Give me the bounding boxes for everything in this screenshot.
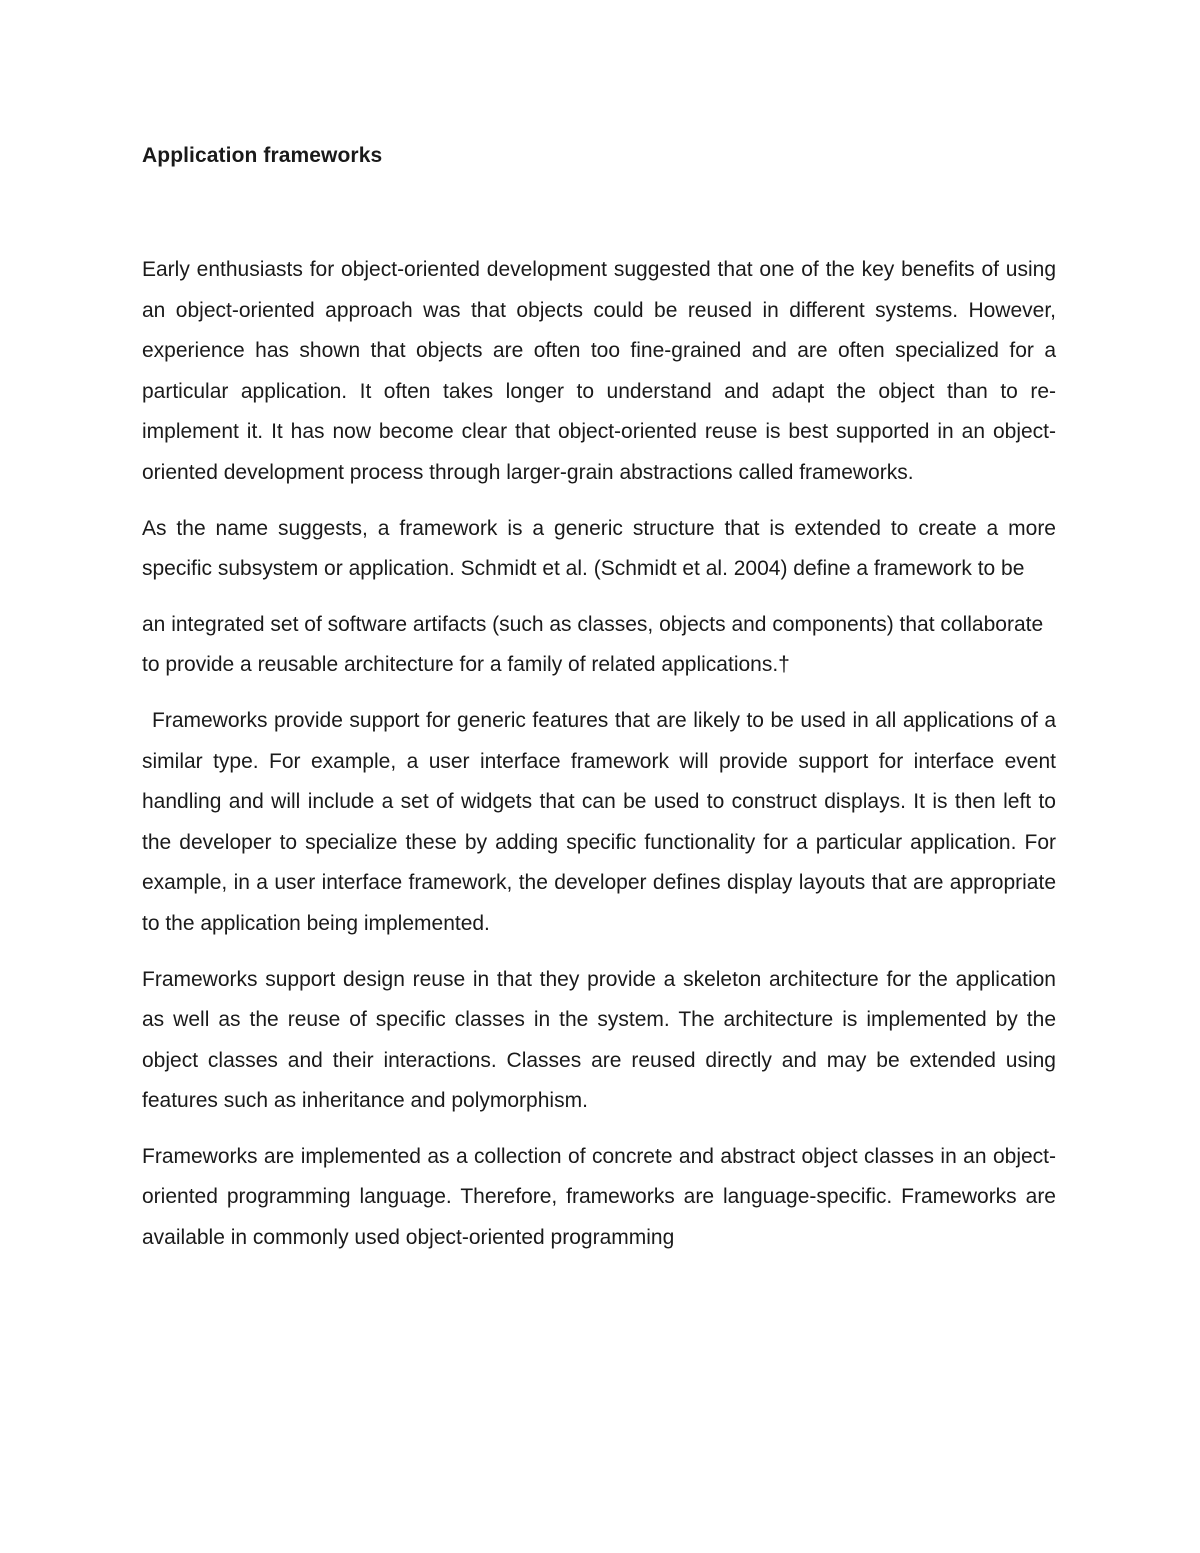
paragraph-intro: Early enthusiasts for object-oriented development suggested that one of the key benefits of using an object-oriented approach was that objects could be reused in different systems. However, experience has shown that objects are often too fine-grained and are often specialized for a particular application. It often takes longer to understand and adapt the object than to re-implement it. It has now become clear that object-oriented reuse is best supported in an object-oriented development process through larger-grain abstractions called frameworks.: [142, 258, 1056, 484]
paragraph-definition-quote: an integrated set of software artifacts (such as classes, objects and components) that collaborate to provide a reusable architecture for a family of related applications.†: [142, 612, 1044, 677]
paragraph-design-reuse: Frameworks support design reuse in that they provide a skeleton architecture for the application as well as the reuse of specific classes in the system. The architecture is implemented by the object classes and their interactions. Classes are reused directly and may be extended using features such as inheritance and polymorphism.: [142, 967, 1056, 1113]
paragraph-definition-lead: As the name suggests, a framework is a generic structure that is extended to create a more specific subsystem or application. Schmidt et al. (Schmidt et al. 2004) define a framework to be: [142, 516, 1056, 581]
paragraph-implementation: Frameworks are implemented as a collection of concrete and abstract object classes in an object-oriented programming language. Therefore, frameworks are language-specific. Frameworks are available in commonly used object-oriented programming: [142, 1144, 1056, 1250]
document-body: [142, 140, 1056, 1259]
document-title: Application frameworks: [142, 144, 383, 167]
paragraph-generic-features: Frameworks provide support for generic features that are likely to be used in all applications of a similar type. For example, a user interface framework will provide support for interface event handling and will include a set of widgets that can be used to construct displays. It is then left to the developer to specialize these by adding specific functionality for a particular application. For example, in a user interface framework, the developer defines display layouts that are appropriate to the application being implemented.: [142, 708, 1056, 935]
